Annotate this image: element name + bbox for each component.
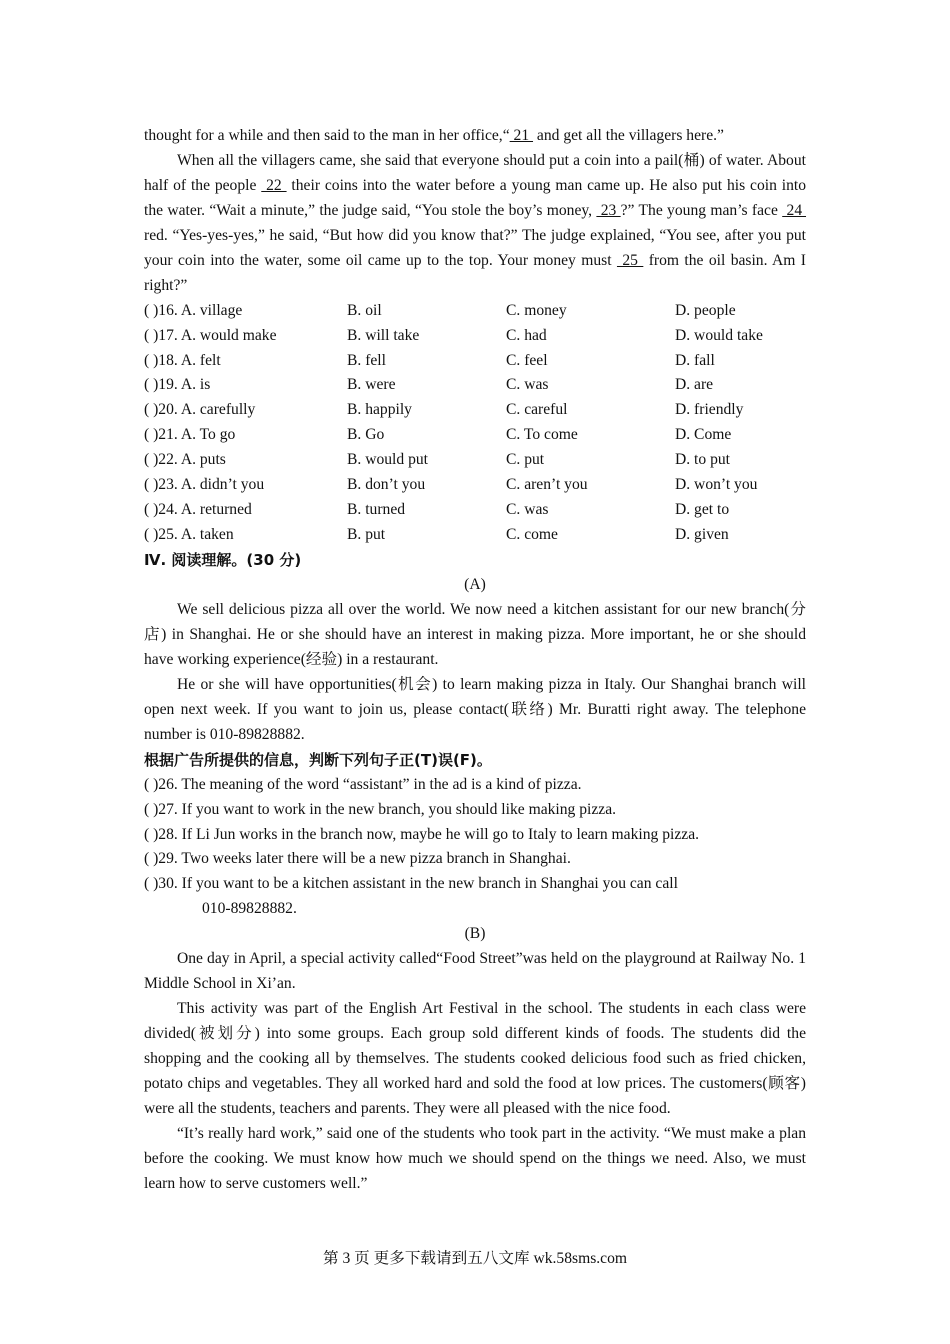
text: and get all the villagers here.”	[533, 127, 724, 144]
option-a: ( )18. A. felt	[144, 351, 221, 369]
blank-24: 24	[782, 201, 807, 219]
choice-row	[144, 498, 806, 523]
option-b: B. don’t you	[347, 476, 426, 494]
tf-item: ( )27. If you want to work in the new branch, you should like making pizza.	[144, 800, 617, 818]
option-b: B. were	[347, 376, 396, 394]
option-d: D. fall	[675, 351, 715, 369]
option-d: D. get to	[675, 501, 730, 519]
tf-item-continuation: 010-89828882.	[202, 900, 297, 918]
option-d: D. won’t you	[675, 476, 758, 494]
option-c: C. feel	[506, 351, 548, 369]
choice-row	[144, 398, 806, 423]
option-d: D. people	[675, 301, 736, 319]
choice-row	[144, 324, 806, 349]
tf-list	[144, 773, 806, 923]
option-a: ( )22. A. puts	[144, 451, 226, 469]
tf-instruction: 根据广告所提供的信息，判断下列句子正(T)误(F)。	[144, 750, 492, 769]
option-b: B. put	[347, 526, 386, 544]
option-d: D. friendly	[675, 401, 744, 419]
passage-b-paragraph-3: “It’s really hard work,” said one of the students who took part in the activity. “We must make a plan before the cooking. We must know how much we should spend on the things we need. Also, we must learn how to serve customers well.”	[144, 1124, 806, 1192]
passage-b-paragraph-1: One day in April, a special activity called“Food Street”was held on the playground at Railway No. 1 Middle School in Xi’an.	[144, 950, 806, 993]
choice-row	[144, 473, 806, 498]
option-c: C. money	[506, 301, 567, 319]
text: from the oil basin. Am I right?”	[144, 251, 806, 294]
option-c: C. aren’t you	[506, 476, 588, 494]
option-a: ( )16. A. village	[144, 301, 243, 319]
option-d: D. to put	[675, 451, 731, 469]
cloze-line-1	[144, 124, 806, 149]
text: red. “Yes-yes-yes,” he said, “But how did you know that?” The judge explained, “You see, after you put your coin into the water, some oil came up to the top. Your money must	[144, 226, 806, 269]
option-b: B. would put	[347, 451, 429, 469]
option-a: ( )17. A. would make	[144, 326, 277, 344]
option-c: C. put	[506, 451, 545, 469]
tf-item: ( )29. Two weeks later there will be a new pizza branch in Shanghai.	[144, 850, 571, 868]
option-c: C. was	[506, 376, 549, 394]
option-b: B. happily	[347, 401, 412, 419]
tf-item: ( )26. The meaning of the word “assistant” in the ad is a kind of pizza.	[144, 775, 582, 793]
option-d: D. Come	[675, 426, 732, 444]
page-footer: 第 3 页 更多下载请到五八文库 wk.58sms.com	[322, 1250, 628, 1267]
passage-a-paragraph-2: He or she will have opportunities(机会) to learn making pizza in Italy. Our Shanghai branch will open next week. If you want to join us, please contact(联络) Mr. Buratti right away. The telephone number is 010-89828882.	[144, 675, 806, 743]
text: ?” The young man’s face	[620, 201, 783, 219]
page-content	[144, 124, 806, 1197]
section-heading: Ⅳ. 阅读理解。(30 分)	[144, 551, 302, 570]
passage-b-label: (B)	[464, 925, 486, 943]
choice-row	[144, 523, 806, 548]
option-b: B. will take	[347, 326, 420, 344]
option-c: C. careful	[506, 401, 568, 419]
cloze-paragraph-2	[144, 149, 806, 299]
blank-21: 21	[509, 127, 534, 144]
passage-b-paragraph-2: This activity was part of the English Art Festival in the school. The students in each class were divided(被划分) into some groups. Each group sold different kinds of foods. The students did the shopping and the cooking all by themselves. The students cooked delicious food such as fried chicken, potato chips and vegetables. They all worked hard and sold the food at low prices. The customers(顾客) were all the students, teachers and parents. They were all pleased with the nice food.	[144, 1000, 806, 1118]
text: their coins into the water before a young man came up. He also put his coin into the water. “Wait a minute,” the judge said, “You stole the boy’s money,	[144, 176, 806, 219]
option-d: D. are	[675, 376, 714, 394]
choice-row	[144, 299, 806, 324]
option-d: D. given	[675, 526, 729, 544]
text: When all the villagers came, she said that everyone should put a coin into a pail(桶) of water. About half of the people	[144, 151, 806, 194]
choice-row	[144, 349, 806, 374]
choice-row	[144, 423, 806, 448]
tf-item: ( )30. If you want to be a kitchen assistant in the new branch in Shanghai you can call	[144, 875, 678, 893]
tf-item: ( )28. If Li Jun works in the branch now, maybe he will go to Italy to learn making pizza.	[144, 825, 700, 843]
option-c: C. was	[506, 501, 549, 519]
text: thought for a while and then said to the man in her office,“	[144, 127, 510, 144]
option-a: ( )19. A. is	[144, 376, 211, 394]
option-a: ( )25. A. taken	[144, 526, 234, 544]
option-a: ( )24. A. returned	[144, 501, 252, 519]
choice-row	[144, 448, 806, 473]
blank-25: 25	[616, 251, 644, 269]
passage-a-label: (A)	[464, 576, 486, 593]
option-a: ( )21. A. To go	[144, 426, 236, 444]
option-a: ( )20. A. carefully	[144, 401, 256, 419]
option-a: ( )23. A. didn’t you	[144, 476, 265, 494]
passage-a-paragraph-1: We sell delicious pizza all over the world. We now need a kitchen assistant for our new branch(分店) in Shanghai. He or she should have an interest in making pizza. More important, he or she should have working experience(经验) in a restaurant.	[144, 600, 806, 668]
option-c: C. To come	[506, 426, 578, 444]
choice-row	[144, 373, 806, 398]
option-c: C. come	[506, 526, 558, 544]
choice-list	[144, 299, 806, 548]
option-d: D. would take	[675, 326, 763, 344]
option-b: B. fell	[347, 351, 386, 369]
option-b: B. oil	[347, 301, 382, 319]
option-b: B. turned	[347, 501, 406, 519]
blank-23: 23	[596, 201, 621, 219]
option-c: C. had	[506, 326, 547, 344]
blank-22: 22	[261, 176, 287, 194]
option-b: B. Go	[347, 426, 385, 444]
